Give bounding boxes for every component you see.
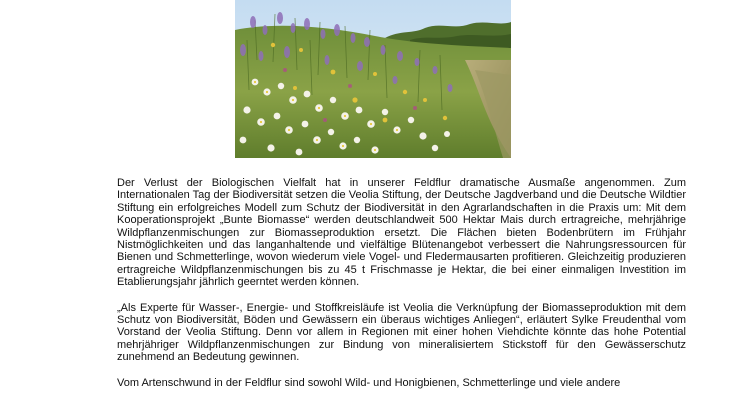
text-line: Mit dem Kooperationsprojekt „Bunte Biomasse“ werden deutschlandweit 500 Hektar Mais durch ertragreiche,: [117, 201, 686, 227]
meadow-photo-graphic: [235, 0, 511, 158]
text-line: Nahrungsressourcen für Bienen und Schmetterlinge, wovon wiederum viele Vogel- und Fledermausarten: [117, 239, 686, 264]
text-line: Freudenthal vom Vorstand der Veolia Stiftung. Denn vor allem in Regionen mit einer hohen Viehdichte könnte: [117, 314, 686, 339]
text-line: Frühjahr Nistmöglichkeiten und das langanhaltende und vielfältige Blütenangebot verbessert die: [117, 226, 686, 252]
paragraph-1: [117, 177, 686, 289]
text-line: Wildtier Stiftung ein erfolgreiches Modell zum Schutz der Biodiversität in den Agrarlandschaften in die Praxis um:: [117, 189, 686, 214]
paragraph-3: [117, 377, 686, 389]
meadow-photo: [235, 0, 511, 158]
text-line: Internationalen Tag der Biodiversität setzen die Veolia Stiftung, der Deutsche Jagdverband und die Deutsche: [117, 189, 647, 202]
text-line: „Als Experte für Wasser-, Energie- und Stoffkreisläufe ist Veolia die Verknüpfung der Biomasseproduktion mit: [117, 301, 661, 314]
text-line: Vom Artenschwund in der Feldflur sind sowohl Wild- und Honigbienen, Schmetterlinge und viele andere: [117, 376, 621, 389]
text-line: Gewässerschutz zunehmend an Bedeutung gewinnen.: [117, 338, 686, 364]
text-line: das hohe Potential mehrjähriger Wildpflanzenmischungen zur Bindung von mineralisiertem Stickstoff für den: [117, 326, 686, 351]
text-line: profitieren. Gleichzeitig produzieren ertragreiche Wildpflanzenmischungen bis zu 45 t Frischmasse je Hektar, die: [117, 251, 686, 276]
text-line: bei einer einmaligen Investition im Etablierungsjahr jährlich geerntet werden können.: [117, 263, 686, 289]
text-line: Der Verlust der Biologischen Vielfalt hat in unserer Feldflur dramatische Ausmaße angenommen. Zum: [117, 177, 686, 189]
text-line: mehrjährige Wildpflanzenmischungen zur Biomasseproduktion ersetzt. Die Flächen bieten Bodenbrütern im: [117, 214, 687, 239]
text-line: dem Schutz von Biodiversität, Böden und Gewässern ein überaus wichtiges Anliegen“, erläutert Sylke: [117, 301, 686, 327]
article-body: [117, 177, 686, 389]
paragraph-2: [117, 302, 686, 364]
